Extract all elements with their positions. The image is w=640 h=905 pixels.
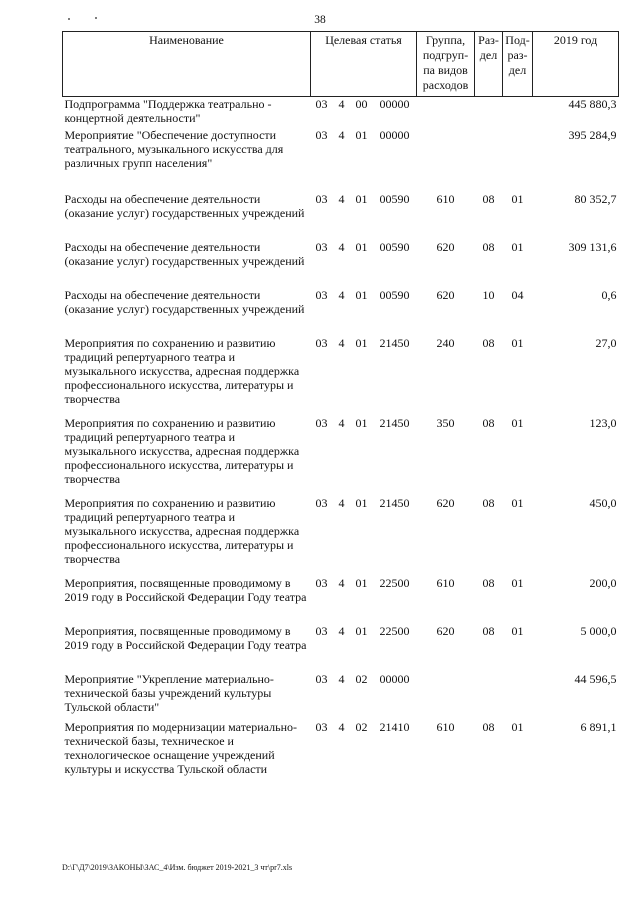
table-row xyxy=(63,97,619,128)
scan-speck xyxy=(95,17,97,19)
header-year: 2019 год xyxy=(533,32,619,97)
header-group: Группа, подгруп-па видов расходов xyxy=(417,32,475,97)
cell-c2: 4 xyxy=(338,287,345,302)
cell-amount: 395 284,9 xyxy=(568,127,617,142)
table-row xyxy=(63,720,619,800)
cell-name: Мероприятия по сохранению и развитию традиций репертуарного театра и музыкального искусства, адресная поддержка профессионального искусства, литературы и творчества xyxy=(64,335,300,406)
cell-c4: 21410 xyxy=(379,719,410,734)
budget-table xyxy=(62,31,619,800)
cell-section: 08 xyxy=(482,495,495,510)
table-row xyxy=(63,624,619,672)
cell-subsection: 01 xyxy=(511,495,524,510)
cell-group xyxy=(417,97,475,128)
cell-c3: 00 xyxy=(355,97,368,111)
cell-c1: 03 xyxy=(315,415,328,430)
cell-subsection xyxy=(503,97,533,128)
cell-c3: 01 xyxy=(355,239,368,254)
cell-group: 620 xyxy=(436,623,455,638)
cell-c2: 4 xyxy=(338,97,345,111)
cell-amount: 44 596,5 xyxy=(574,671,617,686)
cell-c4: 00000 xyxy=(379,127,410,142)
cell-c2: 4 xyxy=(338,575,345,590)
cell-c4: 21450 xyxy=(379,415,410,430)
cell-amount: 0,6 xyxy=(601,287,617,302)
cell-section xyxy=(475,128,503,192)
cell-name: Расходы на обеспечение деятельности (оказание услуг) государственных учреждений xyxy=(64,239,305,268)
cell-subsection xyxy=(503,128,533,192)
cell-name: Мероприятия по сохранению и развитию традиций репертуарного театра и музыкального искусства, адресная поддержка профессионального искусства, литературы и творчества xyxy=(64,415,300,486)
cell-c1: 03 xyxy=(315,287,328,302)
cell-name: Мероприятия по модернизации материально-технической базы, техническое и технологическое оснащение учреждений культуры и искусства Тульской области xyxy=(64,719,297,776)
header-target: Целевая статья xyxy=(311,32,417,97)
cell-group: 350 xyxy=(436,415,455,430)
cell-group xyxy=(417,128,475,192)
table-row xyxy=(63,576,619,624)
cell-section: 08 xyxy=(482,575,495,590)
cell-amount: 309 131,6 xyxy=(568,239,617,254)
cell-section xyxy=(475,97,503,128)
cell-c2: 4 xyxy=(338,415,345,430)
table-row xyxy=(63,336,619,416)
cell-c3: 02 xyxy=(355,671,368,686)
cell-section: 08 xyxy=(482,719,495,734)
cell-c3: 01 xyxy=(355,623,368,638)
cell-amount: 450,0 xyxy=(589,495,617,510)
cell-amount: 200,0 xyxy=(589,575,617,590)
cell-c3: 01 xyxy=(355,127,368,142)
cell-section: 08 xyxy=(482,335,495,350)
scan-speck xyxy=(68,18,70,20)
table-row xyxy=(63,192,619,240)
cell-c1: 03 xyxy=(315,335,328,350)
cell-name: Мероприятия по сохранению и развитию традиций репертуарного театра и музыкального искусства, адресная поддержка профессионального искусства, литературы и творчества xyxy=(64,495,300,566)
cell-amount: 6 891,1 xyxy=(580,719,617,734)
cell-c1: 03 xyxy=(315,97,328,111)
cell-c3: 01 xyxy=(355,287,368,302)
cell-c1: 03 xyxy=(315,495,328,510)
cell-c3: 02 xyxy=(355,719,368,734)
cell-c4: 00590 xyxy=(379,287,410,302)
cell-c4: 21450 xyxy=(379,495,410,510)
cell-c2: 4 xyxy=(338,127,345,142)
cell-group: 610 xyxy=(436,719,455,734)
cell-name: Расходы на обеспечение деятельности (оказание услуг) государственных учреждений xyxy=(64,191,305,220)
cell-c1: 03 xyxy=(315,623,328,638)
cell-name: Подпрограмма "Поддержка театрально - концертной деятельности" xyxy=(64,97,272,125)
cell-c2: 4 xyxy=(338,495,345,510)
page-number: 38 xyxy=(314,14,326,26)
cell-c2: 4 xyxy=(338,239,345,254)
cell-name: Мероприятие "Обеспечение доступности театрального, музыкального искусства для различных групп населения" xyxy=(64,127,284,170)
cell-c4: 00000 xyxy=(379,97,410,111)
table-row xyxy=(63,672,619,720)
cell-subsection: 01 xyxy=(511,623,524,638)
cell-subsection xyxy=(503,672,533,720)
cell-c2: 4 xyxy=(338,719,345,734)
file-path-footer: D:\Г\Д7\2019\ЗАКОНЫ\ЗАС_4\Изм. бюджет 2019-2021_3 чт\pr7.xls xyxy=(62,863,293,872)
cell-c2: 4 xyxy=(338,671,345,686)
cell-amount: 80 352,7 xyxy=(574,191,617,206)
cell-c3: 01 xyxy=(355,335,368,350)
cell-c3: 01 xyxy=(355,495,368,510)
cell-c1: 03 xyxy=(315,575,328,590)
cell-c4: 22500 xyxy=(379,623,410,638)
cell-subsection: 01 xyxy=(511,575,524,590)
cell-section: 08 xyxy=(482,415,495,430)
cell-group: 620 xyxy=(436,239,455,254)
cell-amount: 445 880,3 xyxy=(568,97,617,111)
cell-c3: 01 xyxy=(355,415,368,430)
cell-c2: 4 xyxy=(338,335,345,350)
cell-subsection: 01 xyxy=(511,239,524,254)
cell-group: 610 xyxy=(436,191,455,206)
cell-c4: 00000 xyxy=(379,671,410,686)
cell-name: Мероприятие "Укрепление материально-технической базы учреждений культуры Тульской области" xyxy=(64,671,274,714)
cell-section: 08 xyxy=(482,623,495,638)
cell-name: Мероприятия, посвященные проводимому в 2019 году в Российской Федерации Году театра xyxy=(64,623,307,652)
cell-c1: 03 xyxy=(315,191,328,206)
cell-section: 08 xyxy=(482,191,495,206)
cell-name: Мероприятия, посвященные проводимому в 2019 году в Российской Федерации Году театра xyxy=(64,575,307,604)
cell-section: 10 xyxy=(482,287,495,302)
table-row xyxy=(63,416,619,496)
table-row xyxy=(63,496,619,576)
cell-c1: 03 xyxy=(315,671,328,686)
cell-group: 620 xyxy=(436,287,455,302)
cell-c4: 22500 xyxy=(379,575,410,590)
cell-name: Расходы на обеспечение деятельности (оказание услуг) государственных учреждений xyxy=(64,287,305,316)
cell-subsection: 01 xyxy=(511,415,524,430)
cell-amount: 5 000,0 xyxy=(580,623,617,638)
cell-group: 620 xyxy=(436,495,455,510)
cell-amount: 27,0 xyxy=(595,335,617,350)
cell-subsection: 01 xyxy=(511,191,524,206)
cell-c3: 01 xyxy=(355,191,368,206)
cell-c4: 00590 xyxy=(379,239,410,254)
header-name: Наименование xyxy=(63,32,311,97)
header-section: Раз-дел xyxy=(475,32,503,97)
cell-c1: 03 xyxy=(315,719,328,734)
cell-c3: 01 xyxy=(355,575,368,590)
cell-subsection: 01 xyxy=(511,335,524,350)
cell-amount: 123,0 xyxy=(589,415,617,430)
cell-c4: 00590 xyxy=(379,191,410,206)
table-row xyxy=(63,240,619,288)
table-row xyxy=(63,288,619,336)
cell-group xyxy=(417,672,475,720)
cell-group: 240 xyxy=(436,335,455,350)
cell-section: 08 xyxy=(482,239,495,254)
header-subsection: Под-раз-дел xyxy=(503,32,533,97)
table-row xyxy=(63,128,619,192)
cell-c1: 03 xyxy=(315,239,328,254)
cell-subsection: 04 xyxy=(511,287,524,302)
cell-c1: 03 xyxy=(315,127,328,142)
cell-group: 610 xyxy=(436,575,455,590)
cell-c2: 4 xyxy=(338,191,345,206)
cell-c4: 21450 xyxy=(379,335,410,350)
cell-c2: 4 xyxy=(338,623,345,638)
cell-section xyxy=(475,672,503,720)
header-row xyxy=(63,32,619,97)
cell-subsection: 01 xyxy=(511,719,524,734)
